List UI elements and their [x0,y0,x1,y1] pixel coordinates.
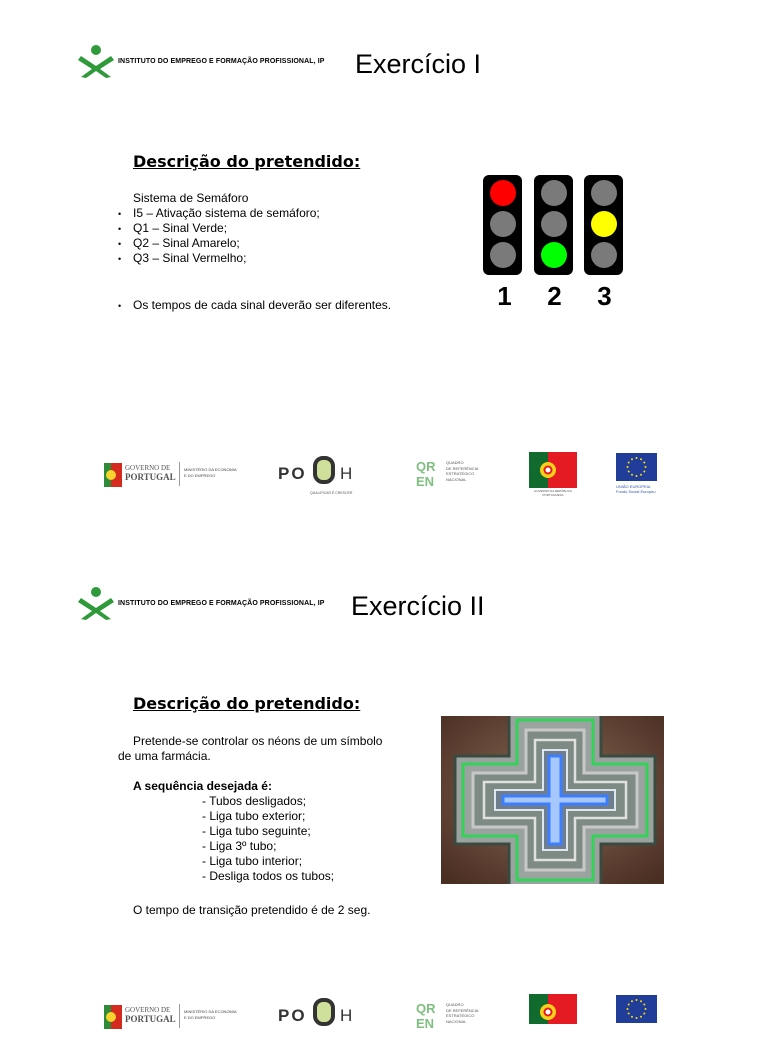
gov-line1: GOVERNO DE [125,1006,171,1014]
ministry-line1: MINISTÉRIO DA ECONOMIA [184,1009,237,1014]
org-name: INSTITUTO DO EMPREGO E FORMAÇÃO PROFISSIONAL, IP [118,57,325,65]
qren-line: ESTRATÉGICO [446,1013,475,1018]
portugal-flag-icon [529,452,577,488]
qren-icon [415,458,443,488]
lamp-red [490,180,516,206]
bullet-icon: • [118,209,122,219]
slide-exercicio-1 [0,0,768,512]
portugal-shield-icon [104,463,122,487]
bullet-text: Q3 – Sinal Vermelho; [133,251,247,265]
poph-h-text: H [340,1006,353,1025]
qren-logo [415,1000,490,1032]
sequence-step: - Liga tubo seguinte; [202,824,311,838]
intro-text: Pretende-se controlar os néons de um símbolo [133,734,383,748]
qren-line: DE REFERÊNCIA [446,465,479,471]
intro-text: Sistema de Semáforo [133,191,249,205]
bullet-item [118,221,227,237]
footer-logos [0,992,768,1042]
gov-text [125,1006,176,1024]
bullet-icon: • [118,224,122,234]
iefp-logo [78,44,325,78]
governo-portugal-logo [104,462,239,488]
ministry-text [184,1009,237,1021]
lamp-green [591,242,617,268]
portugal-flag-icon [529,994,577,1024]
lamp-yellow [490,211,516,237]
poph-h-text: H [340,464,353,483]
bullet-icon: • [118,239,122,249]
eu-flag-icon [616,995,657,1023]
bullet-text: I5 – Ativação sistema de semáforo; [133,206,320,220]
bullet-item [118,298,391,314]
gov-text [125,464,176,482]
portugal-shield-icon [104,1005,122,1029]
governo-portugal-logo [104,1004,239,1030]
bullet-item [118,251,246,267]
sequence-step: - Liga tubo interior; [202,854,303,868]
gov-line2: PORTUGAL [125,1014,176,1024]
iefp-logo-icon [78,586,114,620]
sequence-step: - Desliga todos os tubos; [202,869,335,883]
poph-q-icon [313,998,335,1026]
qren-line: ESTRATÉGICO [446,471,475,476]
eu-text [616,484,656,494]
svg-text:EN: EN [416,474,435,488]
lamp-yellow [541,211,567,237]
section-heading: Descrição do pretendido: [133,152,361,171]
bullet-icon: • [118,301,122,311]
traffic-light [483,175,522,275]
qren-logo [415,458,490,490]
eu-flag-icon [616,453,657,481]
traffic-light-number: 2 [547,281,562,311]
lamp-red [591,180,617,206]
traffic-light [584,175,623,275]
qren-line: DE REFERÊNCIA [446,1007,479,1013]
bullet-text: Q1 – Sinal Verde; [133,221,228,235]
iefp-logo [78,586,325,620]
ministry-text [184,467,237,479]
eu-logo [616,995,657,1023]
bullet-text: Os tempos de cada sinal deverão ser diferentes. [133,298,392,312]
transition-text: O tempo de transição pretendido é de 2 seg. [133,903,371,917]
lamp-green [490,242,516,268]
divider [179,462,180,486]
svg-text:QR: QR [416,1001,436,1016]
ministry-line2: E DO EMPREGO [184,473,216,478]
divider [179,1004,180,1028]
poph-logo [278,454,368,498]
lamp-red [541,180,567,206]
svg-text:EN: EN [416,1016,435,1030]
org-name: INSTITUTO DO EMPREGO E FORMAÇÃO PROFISSIONAL, IP [118,599,325,607]
bullet-icon: • [118,254,122,264]
sequence-step: - Liga tubo exterior; [202,809,306,823]
eu-logo [616,453,671,497]
eu-line2: Fundo Social Europeu [616,489,656,494]
bullet-item [118,236,240,252]
lamp-yellow [591,211,617,237]
poph-q-icon [313,456,335,484]
page-title: Exercício I [355,49,482,79]
flag-caption: GOVERNO DA REPÚBLICA PORTUGUESA [533,489,572,497]
poph-text: PO [278,1006,307,1025]
neon-cross-icon [441,716,664,884]
intro-text: de uma farmácia. [118,749,211,763]
poph-subtitle: QUALIFICAR É CRESCER [310,491,353,495]
bullet-text: Q2 – Sinal Amarelo; [133,236,240,250]
portugal-flag [529,452,577,496]
poph-text: PO [278,464,307,483]
portugal-flag [529,994,577,1024]
sequence-label: A sequência desejada é: [133,779,272,793]
gov-line2: PORTUGAL [125,472,176,482]
pharmacy-cross-photo [441,716,664,884]
qren-text [446,1002,478,1024]
eu-line1: UNIÃO EUROPEIA [616,484,651,489]
ministry-line1: MINISTÉRIO DA ECONOMIA [184,467,237,472]
page-title: Exercício II [351,591,485,621]
bullet-item [118,206,320,222]
qren-line: NACIONAL [446,476,467,482]
footer-logos [0,450,768,500]
iefp-logo-icon [78,44,114,78]
qren-icon [415,1000,443,1030]
qren-text [446,460,478,482]
qren-line: NACIONAL [446,1018,467,1024]
qren-line: QUADRO [446,460,464,465]
traffic-light-number: 3 [597,281,612,311]
section-heading: Descrição do pretendido: [133,694,361,713]
poph-logo [278,996,368,1040]
ministry-line2: E DO EMPREGO [184,1015,216,1020]
sequence-step: - Liga 3º tubo; [202,839,277,853]
traffic-light [534,175,573,275]
traffic-light-number: 1 [497,281,512,311]
lamp-green [541,242,567,268]
svg-text:QR: QR [416,459,436,474]
qren-line: QUADRO [446,1002,464,1007]
gov-line1: GOVERNO DE [125,464,171,472]
sequence-step: - Tubos desligados; [202,794,307,808]
